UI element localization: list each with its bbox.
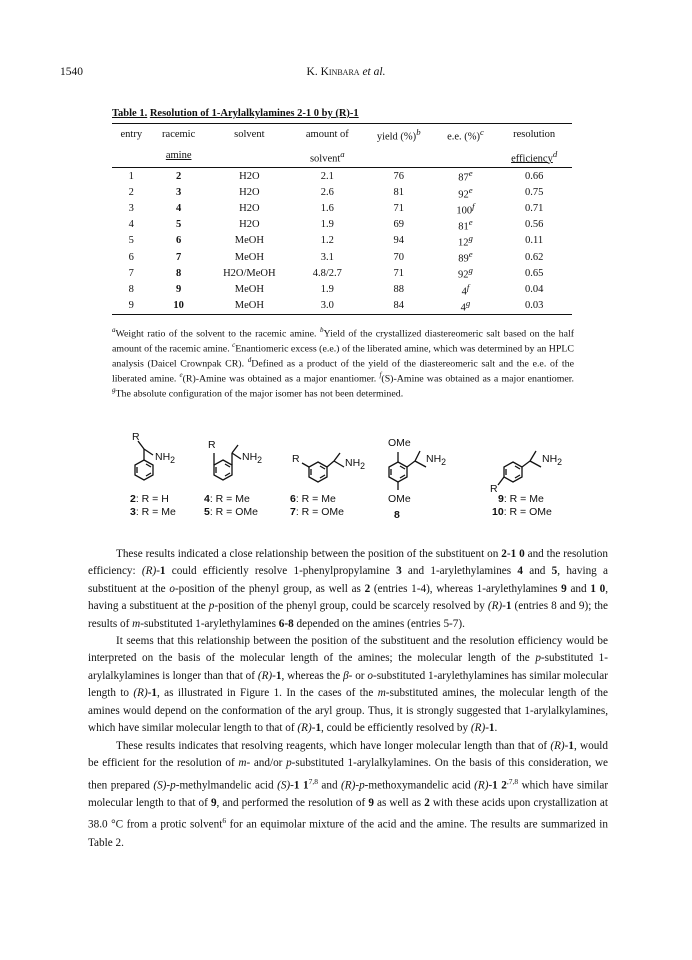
table-row: [112, 298, 572, 315]
cell-solvent: H2O: [239, 219, 260, 231]
cell-amine: 5: [176, 219, 182, 231]
cell-amount: 4.8/2.7: [312, 267, 342, 279]
ring-4: [389, 462, 407, 482]
cell-amount: 2.1: [320, 170, 334, 182]
cell-yield: 94: [393, 235, 404, 247]
table-row: [112, 249, 572, 265]
cell-solvent: MeOH: [234, 235, 264, 247]
col-yield: yield (%)$^b$: [363, 124, 435, 146]
cell-amount: 1.9: [320, 283, 334, 295]
table-row: [112, 184, 572, 200]
ring-3: [309, 462, 327, 482]
cell-amount: 3.1: [320, 251, 334, 263]
cell-solvent: H2O/MeOH: [223, 267, 276, 279]
table-row: [112, 265, 572, 281]
cell-efficiency: 0.56: [524, 219, 544, 231]
cell-ee: 87e: [458, 168, 473, 184]
cell-yield: 84: [363, 298, 435, 315]
cell-solvent: H2O: [239, 202, 260, 214]
cell-yield: 71: [393, 202, 404, 214]
struct-2-r: R: [208, 439, 216, 451]
cell-amount: 1.2: [320, 235, 334, 247]
cell-amine: 2: [176, 170, 182, 182]
cell-ee: 4$^f$: [461, 281, 470, 298]
body-paragraph-3: These results indicates that resolving reagents, which have longer molecular length than that of (R)-1, would be efficient for the resolution of m- and/or p-substituted 1-arylalkylamines. On the basis of this consideration, we then prepared (S)-p-methylmandelic acid (S)-1 1$^{7,8}$ and (R)-p-methoxymandelic acid (R)-1 $2^{,7,8}$ which have similar molecular length to that of 9, and performed the resolution of 9 as well as 2 with these acids upon crystallization at 38.0 °C from a protic solvent$^6$ for an equimolar mixture of the acid and the amine. The results are summarized in Table 2.: [88, 740, 609, 849]
footnote-c: Enantiomeric excess (e.e.) of the liberated amine, which was determined by an HPLC analysis (Daicel Crownpak CR).: [112, 343, 575, 370]
cell-yield: 76: [393, 170, 404, 182]
body-paragraph-2: It seems that this relationship between the position of the substituent and the resolution efficiency would be interpreted on the basis of the molecular length of the amines; the molecular length of the p-substituted 1-arylalkylamines is longer than that of (R)-1, whereas the β- or o-substituted 1-arylethylamines has similar molecular length to (R)-1, as illustrated in Figure 1. In the cases of the m-substituted amines, the molecular length of the amines would depend on the conformation of the aryl group. Thus, it is strongly suggested that 1-arylalkylamines, which have similar molecular length to that of (R)-1, could be efficiently resolved by (R)-1.: [88, 635, 608, 735]
cell-solvent: MeOH: [207, 298, 292, 315]
col-efficiency-2: efficiency$^d$: [496, 146, 572, 168]
struct-4-ome-bottom: OMe: [388, 493, 411, 505]
cell-yield: 69: [393, 219, 404, 231]
cell-solvent: H2O: [239, 170, 260, 182]
cell-yield: 70: [393, 251, 404, 263]
ring-1: [135, 460, 153, 480]
page-header: [60, 66, 632, 82]
footnote-d: Defined as a product of the yield of the diastereomeric salt and the e.e. of the liberated amine.: [112, 358, 574, 384]
cell-ee: 92e: [458, 184, 473, 201]
cell-yield: 88: [393, 283, 404, 295]
struct-4-nh2: $NH_2$: [426, 453, 447, 468]
footnote-f: (S)-Amine was obtained as a major enantiomer.: [381, 372, 574, 384]
footnote-e: (R)-Amine was obtained as a major enantiomer.: [182, 372, 377, 384]
cell-entry: 4: [128, 219, 134, 231]
struct-3-r: R: [292, 453, 300, 465]
struct-1-nh2: $NH_2$: [155, 451, 176, 466]
cell-ee: 81e: [458, 216, 473, 233]
cell-amine: 6: [176, 235, 182, 247]
cell-entry: 9: [112, 298, 151, 315]
col-solvent: solvent: [207, 124, 292, 146]
cell-ee: 100$^f$: [456, 200, 475, 217]
body-paragraph-1: These results indicated a close relationship between the position of the substituent on 2-1 0 and the resolution efficiency: (R)-1 could efficiently resolve 1-phenylpropylamine 3 and 1-arylethylamines 4 and 5, having a substituent at the o-position of the phenyl group, as well as 2 (entries 1-4), whereas 1-arylethylamines 9 and 1 0, having a substituent at the p-position of the phenyl group, could be scarcely resolved by (R)-1 (entries 8 and 9); the results of m-substituted 1-arylethylamines 6-8 depended on the amines (entries 5-7).: [88, 548, 609, 630]
cell-efficiency: 0.65: [524, 267, 544, 279]
cell-efficiency: 0.71: [524, 202, 544, 214]
cell-yield: 71: [393, 267, 404, 279]
cell-efficiency: 0.62: [524, 251, 544, 263]
table-caption: [112, 108, 359, 119]
cell-ee: 12$^g$: [458, 233, 473, 249]
cell-amount: 1.6: [320, 202, 334, 214]
cell-entry: 7: [128, 267, 134, 279]
cell-amine: 3: [176, 186, 182, 198]
footnote-a: Weight ratio of the solvent to the racemic amine.: [115, 328, 317, 340]
cell-solvent: MeOH: [234, 251, 264, 263]
cell-efficiency: 0.04: [524, 283, 544, 295]
cell-amount: 3.0: [292, 298, 363, 315]
table-row: [112, 281, 572, 297]
struct-4-ome-top: OMe: [388, 437, 411, 449]
legend-6: 6: R = Me: [290, 493, 336, 505]
legend-4: 4: R = Me: [204, 493, 250, 505]
page-number: 1540: [60, 66, 83, 78]
struct-1-r: R: [132, 431, 140, 443]
cell-ee: 4$^g$: [435, 298, 497, 315]
col-efficiency: resolution: [496, 124, 572, 146]
table-row: [112, 200, 572, 216]
ring-5: [504, 462, 522, 482]
cell-amine: 10: [151, 298, 207, 315]
cell-entry: 8: [128, 283, 134, 295]
col-entry: entry: [112, 124, 151, 146]
legend-3: 3: R = Me: [130, 506, 176, 518]
table-body: [112, 168, 572, 315]
cell-amine: 4: [176, 202, 182, 214]
legend-8: 8: [394, 509, 400, 521]
cell-amine: 8: [176, 267, 182, 279]
col-amount-2: solvent$^a$: [292, 146, 363, 168]
legend-5: 5: R = OMe: [204, 506, 258, 518]
cell-amount: 1.9: [320, 219, 334, 231]
cell-entry: 6: [128, 251, 134, 263]
struct-5-nh2: $NH_2$: [542, 453, 563, 468]
ring-2: [214, 460, 232, 480]
legend-9: 9: R = Me: [498, 493, 544, 505]
cell-efficiency: 0.11: [525, 235, 544, 247]
cell-amine: 7: [176, 251, 182, 263]
table-row: [112, 233, 572, 249]
col-amount: amount of: [292, 124, 363, 146]
col-racemic: racemic: [151, 124, 207, 146]
table-footnotes: $^a$Weight ratio of the solvent to the racemic amine. $^b$Yield of the crystallized diastereomeric salt based on the half amount of the racemic amine. $^c$Enantiomeric excess (e.e.) of the liberated amine, which was determined by an HPLC analysis (Daicel Crownpak CR). $^d$Defined as a product of the yield of the diastereomeric salt and the e.e. of the liberated amine. $^e$(R)-Amine was obtained as a major enantiomer. $^f$(S)-Amine was obtained as a major enantiomer. $^g$The absolute configuration of the major isomer has not been determined.: [112, 326, 575, 399]
col-ee: e.e. (%)$^c$: [435, 124, 497, 146]
cell-efficiency: 0.66: [524, 170, 544, 182]
cell-ee: 89e: [458, 249, 473, 265]
cell-solvent: H2O: [239, 186, 260, 198]
table-row: [112, 217, 572, 233]
struct-2-nh2: $NH_2$: [242, 451, 263, 466]
resolution-table: [112, 123, 572, 315]
footnote-g: The absolute configuration of the major isomer has not been determined.: [115, 387, 404, 399]
cell-amount: 2.6: [320, 186, 334, 198]
structures-figure: [108, 431, 588, 525]
table-caption-text: Resolution of 1-Arylalkylamines 2-1 0 by (R)-1: [149, 108, 359, 119]
table-caption-prefix: Table 1.: [112, 108, 148, 119]
cell-yield: 81: [393, 186, 404, 198]
running-author: K. Kinbara: [306, 66, 360, 78]
cell-efficiency: 0.75: [524, 186, 544, 198]
cell-entry: 5: [128, 235, 134, 247]
cell-ee: 92$^g$: [458, 265, 473, 281]
legend-7: 7: R = OMe: [290, 506, 344, 518]
table-row: [112, 168, 572, 185]
cell-entry: 3: [128, 202, 134, 214]
cell-entry: 1: [128, 170, 134, 182]
cell-entry: 2: [128, 186, 134, 198]
running-etal: et al.: [362, 66, 386, 78]
footnote-b: Yield of the crystallized diastereomeric salt based on the half amount of the racemic amine.: [112, 328, 575, 355]
legend-10: 10: R = OMe: [492, 506, 552, 518]
legend-2: 2: R = H: [130, 493, 169, 505]
cell-amine: 9: [176, 283, 182, 295]
col-racemic-2: amine: [151, 146, 207, 168]
cell-solvent: MeOH: [234, 283, 264, 295]
struct-3-nh2: $NH_2$: [345, 457, 366, 472]
struct-5-r: R: [490, 483, 498, 495]
cell-efficiency: 0.03: [496, 298, 572, 315]
running-head: [60, 66, 632, 78]
